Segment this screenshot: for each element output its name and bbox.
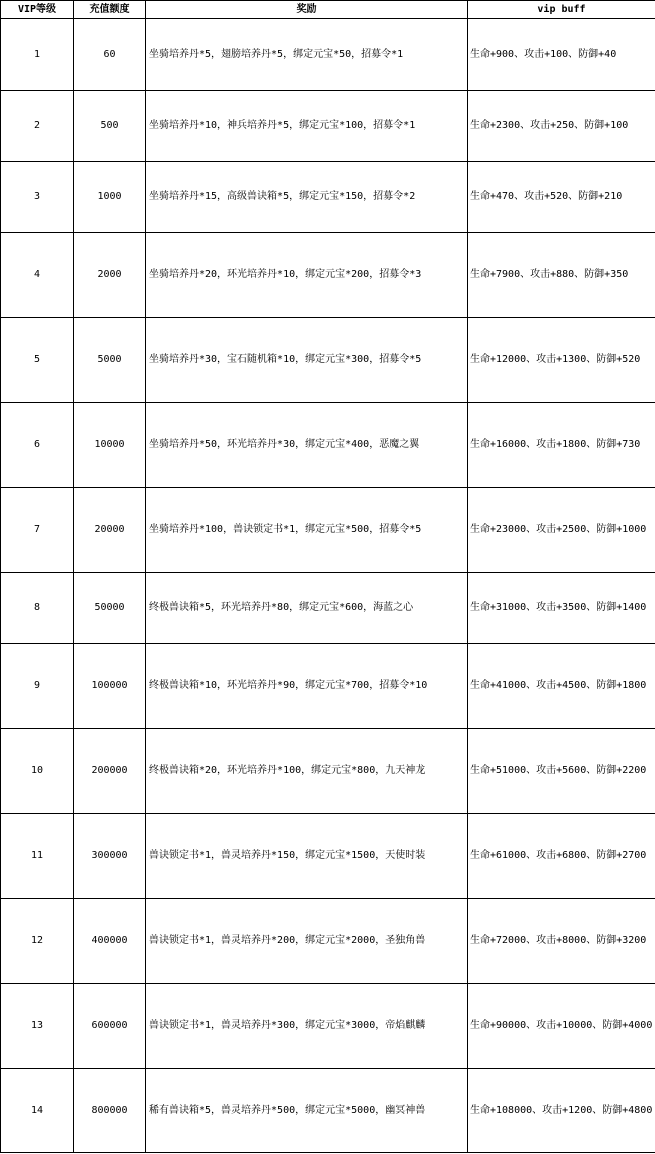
reward-cell: 坐骑培养丹*30，宝石随机箱*10，绑定元宝*300，招募令*5 — [146, 318, 468, 403]
table-row — [1, 573, 655, 644]
reward-cell: 终极兽诀箱*10，环光培养丹*90，绑定元宝*700，招募令*10 — [146, 644, 468, 729]
vip-level-cell: 14 — [1, 1069, 74, 1153]
amount-cell: 1000 — [74, 162, 146, 233]
buff-cell: 生命+72000、攻击+8000、防御+3200 — [468, 899, 655, 984]
vip-level-cell: 1 — [1, 19, 74, 91]
vip-level-cell: 8 — [1, 573, 74, 644]
reward-cell: 兽诀锁定书*1，兽灵培养丹*300，绑定元宝*3000，帝焰麒麟 — [146, 984, 468, 1069]
table-row — [1, 488, 655, 573]
buff-cell: 生命+41000、攻击+4500、防御+1800 — [468, 644, 655, 729]
vip-level-cell: 2 — [1, 91, 74, 162]
reward-cell: 兽诀锁定书*1，兽灵培养丹*200，绑定元宝*2000，圣独角兽 — [146, 899, 468, 984]
reward-cell: 坐骑培养丹*50，环光培养丹*30，绑定元宝*400，恶魔之翼 — [146, 403, 468, 488]
table-row — [1, 233, 655, 318]
vip-level-cell: 11 — [1, 814, 74, 899]
amount-cell: 600000 — [74, 984, 146, 1069]
table-row — [1, 644, 655, 729]
amount-cell: 60 — [74, 19, 146, 91]
table-row — [1, 984, 655, 1069]
buff-cell: 生命+61000、攻击+6800、防御+2700 — [468, 814, 655, 899]
reward-cell: 兽诀锁定书*1，兽灵培养丹*150，绑定元宝*1500，天使时装 — [146, 814, 468, 899]
table-row — [1, 19, 655, 91]
buff-cell: 生命+23000、攻击+2500、防御+1000 — [468, 488, 655, 573]
vip-level-cell: 5 — [1, 318, 74, 403]
table-row — [1, 318, 655, 403]
vip-level-cell: 9 — [1, 644, 74, 729]
buff-cell: 生命+470、攻击+520、防御+210 — [468, 162, 655, 233]
amount-cell: 200000 — [74, 729, 146, 814]
buff-cell: 生命+108000、攻击+1200、防御+4800 — [468, 1069, 655, 1153]
vip-level-cell: 12 — [1, 899, 74, 984]
buff-cell: 生命+12000、攻击+1300、防御+520 — [468, 318, 655, 403]
vip-level-cell: 10 — [1, 729, 74, 814]
buff-cell: 生命+7900、攻击+880、防御+350 — [468, 233, 655, 318]
reward-cell: 坐骑培养丹*15，高级兽诀箱*5，绑定元宝*150，招募令*2 — [146, 162, 468, 233]
amount-cell: 800000 — [74, 1069, 146, 1153]
reward-cell: 终极兽诀箱*5，环光培养丹*80，绑定元宝*600，海蓝之心 — [146, 573, 468, 644]
header-vip-level: VIP等级 — [1, 1, 74, 19]
amount-cell: 2000 — [74, 233, 146, 318]
vip-level-cell: 4 — [1, 233, 74, 318]
vip-level-cell: 7 — [1, 488, 74, 573]
reward-cell: 终极兽诀箱*20，环光培养丹*100，绑定元宝*800，九天神龙 — [146, 729, 468, 814]
table-row — [1, 899, 655, 984]
table-row — [1, 162, 655, 233]
vip-level-cell: 13 — [1, 984, 74, 1069]
header-recharge-amount: 充值额度 — [74, 1, 146, 19]
amount-cell: 500 — [74, 91, 146, 162]
table-row — [1, 91, 655, 162]
amount-cell: 10000 — [74, 403, 146, 488]
amount-cell: 400000 — [74, 899, 146, 984]
amount-cell: 300000 — [74, 814, 146, 899]
buff-cell: 生命+31000、攻击+3500、防御+1400 — [468, 573, 655, 644]
buff-cell: 生命+2300、攻击+250、防御+100 — [468, 91, 655, 162]
table-row — [1, 729, 655, 814]
reward-cell: 坐骑培养丹*20，环光培养丹*10，绑定元宝*200，招募令*3 — [146, 233, 468, 318]
buff-cell: 生命+16000、攻击+1800、防御+730 — [468, 403, 655, 488]
reward-cell: 坐骑培养丹*5，翅膀培养丹*5，绑定元宝*50，招募令*1 — [146, 19, 468, 91]
vip-level-cell: 3 — [1, 162, 74, 233]
header-row — [1, 1, 655, 19]
table-row — [1, 814, 655, 899]
table-row — [1, 1069, 655, 1153]
buff-cell: 生命+51000、攻击+5600、防御+2200 — [468, 729, 655, 814]
amount-cell: 20000 — [74, 488, 146, 573]
amount-cell: 50000 — [74, 573, 146, 644]
reward-cell: 坐骑培养丹*10，神兵培养丹*5，绑定元宝*100，招募令*1 — [146, 91, 468, 162]
buff-cell: 生命+90000、攻击+10000、防御+4000 — [468, 984, 655, 1069]
header-vip-buff: vip buff — [468, 1, 655, 19]
amount-cell: 5000 — [74, 318, 146, 403]
buff-cell: 生命+900、攻击+100、防御+40 — [468, 19, 655, 91]
table-row — [1, 403, 655, 488]
vip-level-cell: 6 — [1, 403, 74, 488]
amount-cell: 100000 — [74, 644, 146, 729]
reward-cell: 稀有兽诀箱*5，兽灵培养丹*500，绑定元宝*5000，幽冥神兽 — [146, 1069, 468, 1153]
header-reward: 奖励 — [146, 1, 468, 19]
reward-cell: 坐骑培养丹*100，兽诀锁定书*1，绑定元宝*500，招募令*5 — [146, 488, 468, 573]
